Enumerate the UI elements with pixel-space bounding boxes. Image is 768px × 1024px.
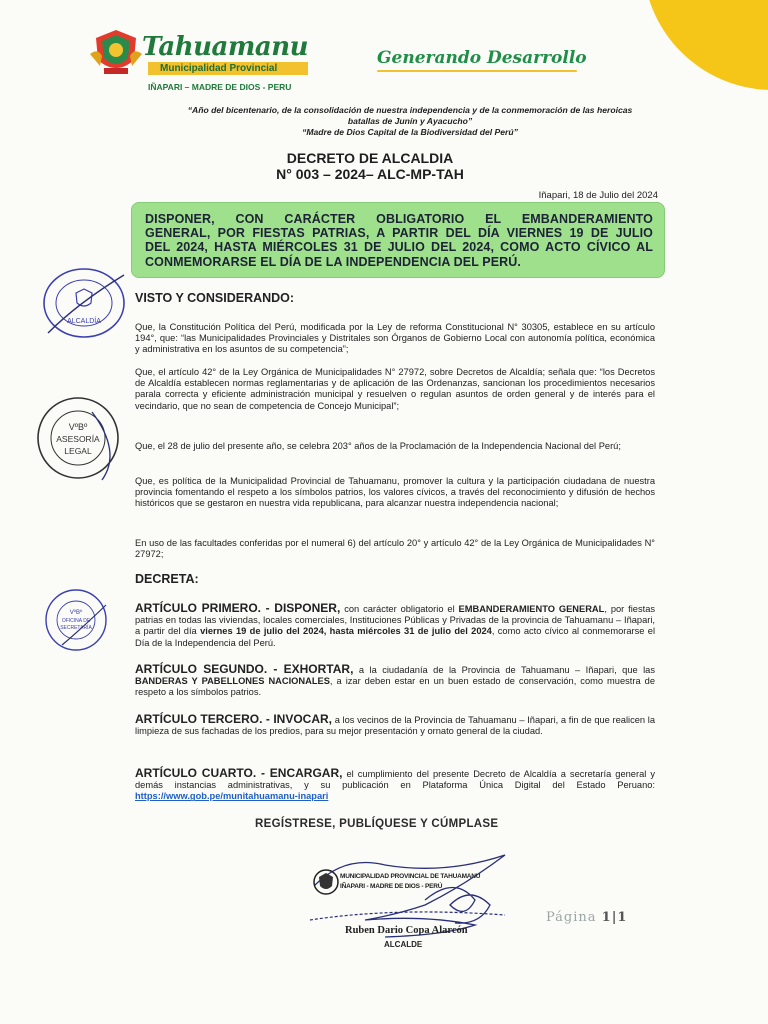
decree-number: N° 003 – 2024– ALC-MP-TAH bbox=[276, 166, 464, 182]
gob-pe-link[interactable]: https://www.gob.pe/munitahuamanu-inapari bbox=[135, 791, 329, 802]
closing-statement: REGÍSTRESE, PUBLÍQUESE Y CÚMPLASE bbox=[255, 818, 499, 830]
subject-line: GENERAL, POR FIESTAS PATRIAS, A PARTIR DEL DÍA VIERNES 19 DE JULIO bbox=[145, 226, 653, 241]
article-segundo bbox=[135, 664, 655, 699]
alcaldia-stamp bbox=[38, 263, 130, 343]
stamp-text: LEGAL bbox=[64, 446, 92, 456]
year-quote-line: “Año del bicentenario, de la consolidación de nuestra independencia y de la conmemoración de las heroicas bbox=[187, 105, 633, 115]
stamp-text: ASESORÍA bbox=[56, 434, 100, 444]
article-text: , como acto cívico al conmemorarse el Día de la Independencia del Perú. bbox=[135, 626, 656, 648]
paragraph: Que, es política de la Municipalidad Provincial de Tahuamanu, promover la cultura y la participación ciudadana de nuestra provincia fomentando el respeto a los símbolos patrios, los valores cívicos, a través del reconocimiento y difusión de hechos históricos que se gestaron en nuestra vida republicana, para alcanzar nuestra independencia nacional; bbox=[135, 476, 655, 509]
article-label: ARTÍCULO CUARTO. - ENCARGAR, bbox=[135, 766, 343, 780]
article-text: , por fiestas patrias en todas las viviendas, locales comerciales, Instituciones Públicas y Privadas de la provincia de Tahuamanu – Iñapari, a partir del día bbox=[135, 604, 656, 637]
article-bold: EMBANDERAMIENTO GENERAL bbox=[458, 604, 605, 614]
page-number bbox=[546, 910, 627, 925]
article-primero bbox=[135, 603, 655, 649]
slogan-underline bbox=[377, 70, 577, 72]
municipal-seal-icon bbox=[312, 868, 340, 896]
subject-line: DEL 2024, HASTA MIÉRCOLES 31 DE JULIO DEL 2024, COMO ACTO CÍVICO AL bbox=[145, 240, 653, 255]
page-count: 1|1 bbox=[601, 910, 628, 925]
corner-decoration bbox=[643, 0, 768, 90]
stamp-text: OFICINA DE bbox=[61, 618, 91, 624]
decree-date: Iñapari, 18 de Julio del 2024 bbox=[538, 190, 658, 201]
page-label: Página bbox=[546, 910, 602, 925]
slogan: Generando Desarrollo bbox=[377, 48, 587, 68]
article-text: con carácter obligatorio el bbox=[340, 604, 459, 614]
paragraph: Que, el 28 de julio del presente año, se celebra 203° años de la Proclamación de la Independencia Nacional del Perú; bbox=[135, 441, 621, 451]
article-label: ARTÍCULO TERCERO. - INVOCAR, bbox=[135, 712, 332, 726]
logo-place: IÑAPARI – MADRE DE DIOS - PERU bbox=[148, 82, 292, 92]
visto-heading: VISTO Y CONSIDERANDO: bbox=[135, 291, 295, 305]
asesoria-legal-stamp bbox=[32, 392, 127, 484]
stamp-text: SECRETARÍA bbox=[60, 625, 92, 631]
decreta-heading: DECRETA: bbox=[135, 572, 199, 586]
year-quote-line: batallas de Junín y Ayacucho” bbox=[347, 116, 473, 126]
article-label: ARTÍCULO SEGUNDO. - EXHORTAR, bbox=[135, 662, 354, 676]
stamp-text: ALCALDÍA bbox=[67, 318, 101, 325]
article-text: , a izar deben estar en un buen estado de conservación, como muestra de respeto a los símbolos patrios. bbox=[135, 676, 655, 698]
signatory-role: ALCALDE bbox=[384, 940, 423, 949]
year-quote bbox=[130, 105, 690, 138]
decree-title bbox=[210, 150, 530, 182]
paragraph: En uso de las facultades conferidas por el numeral 6) del artículo 20° y artículo 42° de la Ley Orgánica de Municipalidades N° 27972; bbox=[135, 538, 655, 560]
article-bold: BANDERAS Y PABELLONES NACIONALES bbox=[135, 676, 330, 687]
subject-line: CONMEMORARSE EL DÍA DE LA INDEPENDENCIA DEL PERÚ. bbox=[145, 254, 521, 269]
stamp-text: VºBº bbox=[69, 610, 83, 616]
signature-stamp-line: IÑAPARI - MADRE DE DIOS - PERÚ bbox=[340, 883, 443, 890]
paragraph: Que, el artículo 42° de la Ley Orgánica de Municipalidades N° 27972, sobre Decretos de Alcaldía; señala que: “los Decretos de Alcaldía establecen normas reglamentarias y de aplicación de las Ordenanzas, sancionan los procedimientos necesarios parala correcta y eficiente administración municipal y resuelven o regulan asuntos de orden general y de interés para el vecindario, que no sean de competencia de Concejo Municipal”; bbox=[135, 367, 655, 411]
signature-scribble bbox=[305, 845, 535, 955]
article-text: a la ciudadanía de la Provincia de Tahuamanu – Iñapari, que las bbox=[353, 665, 655, 675]
municipality-logo bbox=[90, 26, 320, 101]
secretaria-stamp bbox=[40, 585, 112, 655]
paragraph: Que, la Constitución Política del Perú, modificada por la Ley de reforma Constitucional N° 30305, establece en su artículo 194°, que: “las Municipalidades Provinciales y Distritales son Órganos de Gobierno Local con autonomía política, económica y administrativa en los asuntos de su competencia”; bbox=[135, 322, 655, 355]
year-quote-line: “Madre de Dios Capital de la Biodiversidad del Perú” bbox=[302, 127, 518, 137]
decree-title-line: DECRETO DE ALCALDIA bbox=[286, 150, 454, 166]
signature-stamp-line: MUNICIPALIDAD PROVINCIAL DE TAHUAMANU bbox=[340, 873, 481, 880]
article-bold: viernes 19 de julio del 2024, hasta miércoles 31 de julio del 2024 bbox=[200, 626, 492, 637]
subject-line: DISPONER, CON CARÁCTER OBLIGATORIO EL EMBANDERAMIENTO bbox=[145, 212, 653, 226]
coat-of-arms-icon bbox=[90, 26, 142, 78]
logo-subtitle: Municipalidad Provincial bbox=[148, 62, 308, 75]
logo-title: Tahuamanu bbox=[142, 32, 309, 62]
signatory-name: Ruben Dario Copa Alarcón bbox=[345, 925, 468, 936]
article-label: ARTÍCULO PRIMERO. - DISPONER, bbox=[135, 601, 341, 615]
subject-text bbox=[145, 212, 653, 269]
article-tercero bbox=[135, 714, 655, 737]
stamp-text: VºBº bbox=[68, 422, 88, 432]
article-text: el cumplimiento del presente Decreto de Alcaldía a secretaría general y demás instancias administrativas, y su publicación en Plataforma Única Digital del Estado Peruano: bbox=[135, 769, 655, 791]
article-text: a los vecinos de la Provincia de Tahuamanu – Iñapari, a fin de que realicen la limpieza de sus fachadas de los predios, para su mejor presentación y ornato general de la ciudad. bbox=[135, 715, 656, 737]
article-cuarto bbox=[135, 768, 655, 803]
